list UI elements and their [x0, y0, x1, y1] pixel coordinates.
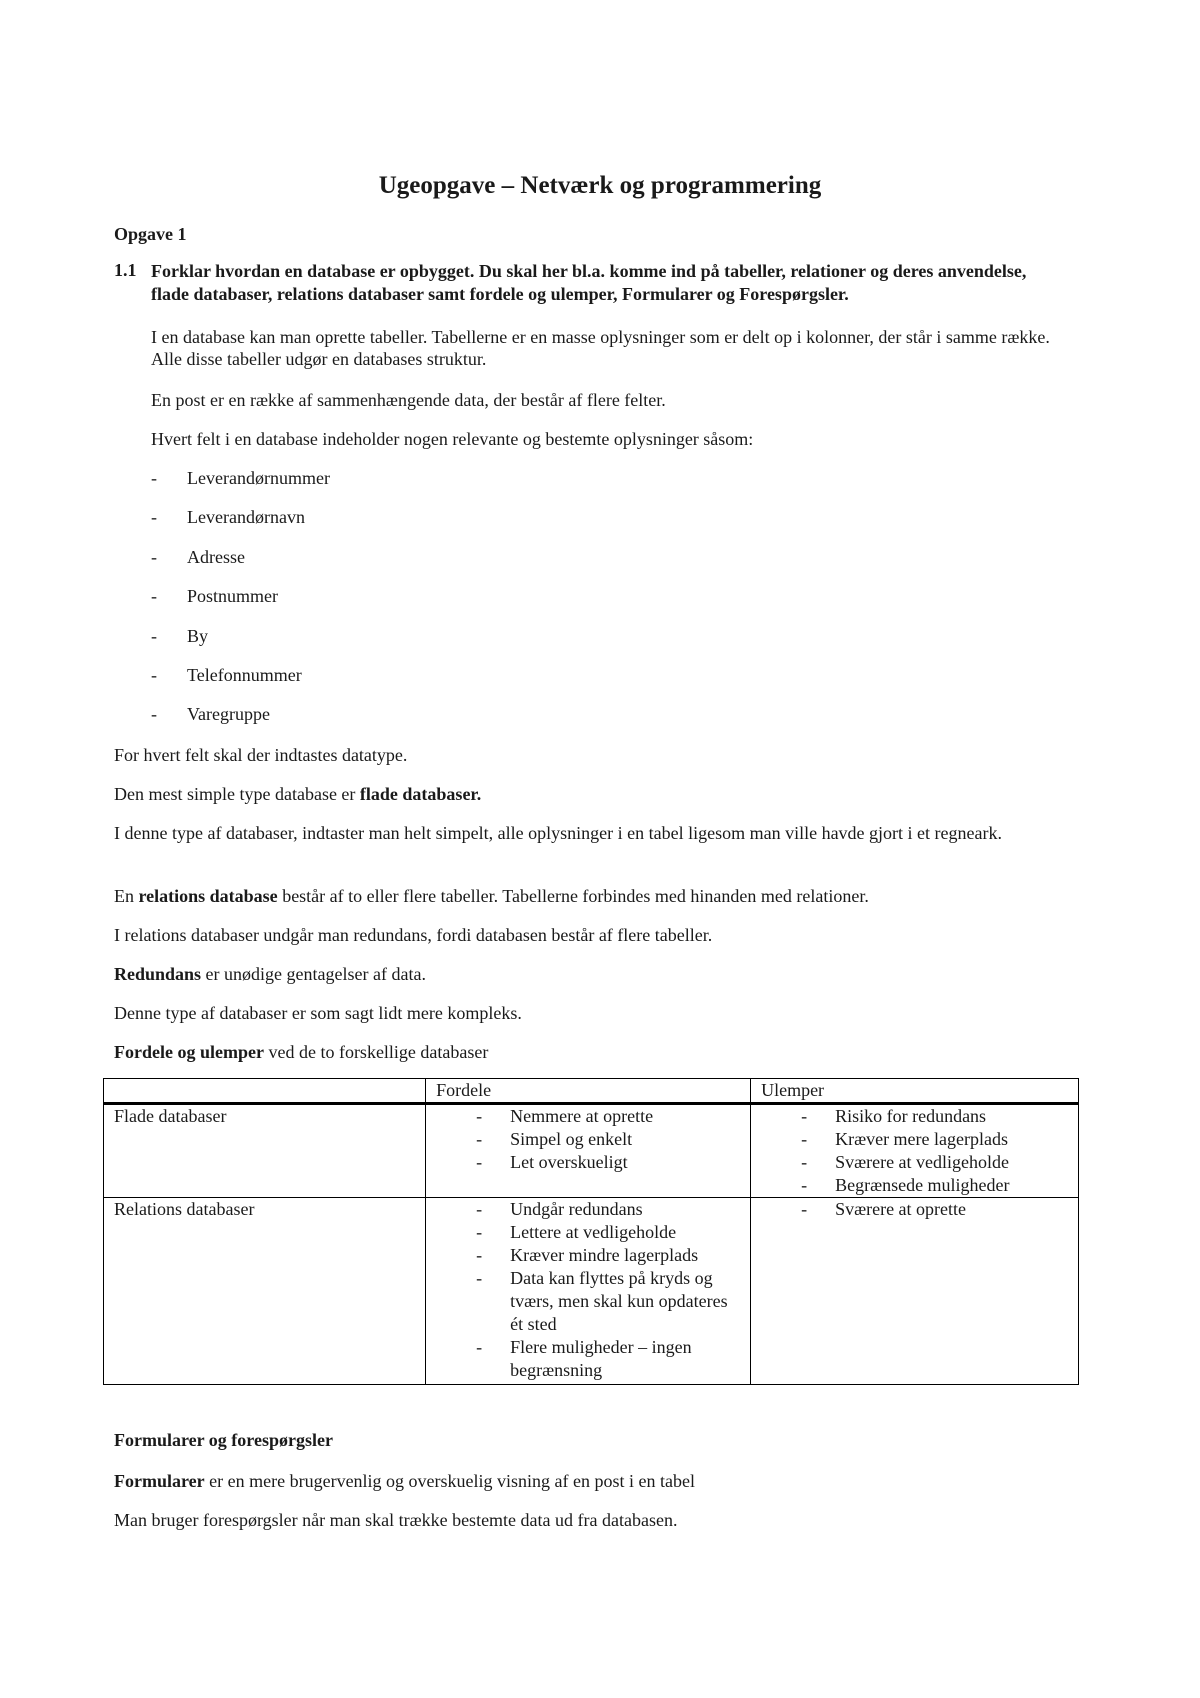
list-item: - Kræver mindre lagerplads: [476, 1244, 740, 1267]
bold-term: Redundans: [114, 964, 202, 984]
table-cell-ulemper: [751, 1198, 1079, 1385]
question-number: 1.1: [114, 260, 137, 280]
list-item: Adresse: [187, 547, 245, 567]
subheading-forms-queries: Formularer og forespørgsler: [114, 1430, 333, 1450]
list-bullet: -: [151, 626, 157, 646]
table-cell-fordele: [426, 1104, 751, 1198]
list-bullet: -: [151, 665, 157, 685]
paragraph-flat-desc: I denne type af databaser, indtaster man helt simpelt, alle oplysninger i en tabel ligesom man ville havde gjort i et regneark.: [114, 823, 1002, 843]
list-item: - Kræver mere lagerplads: [801, 1128, 1068, 1151]
paragraph-redundancy-avoid: I relations databaser undgår man redundans, fordi databasen består af flere tabeller.: [114, 925, 713, 945]
bold-term: flade databaser.: [359, 784, 482, 804]
paragraph-forms: [114, 1470, 1074, 1492]
text-run: er en mere brugervenlig og overskuelig visning af en post i en tabel: [204, 1471, 695, 1491]
paragraph-datatype: For hvert felt skal der indtastes datatype.: [114, 745, 408, 765]
bold-term: Formularer: [114, 1471, 205, 1491]
table-cell-ulemper: [751, 1104, 1079, 1198]
list-item: Varegruppe: [187, 704, 270, 724]
list-item: Postnummer: [187, 586, 279, 606]
table-header-cell: [104, 1079, 426, 1104]
list-item: - Nemmere at oprette: [476, 1105, 740, 1128]
list-item: - Let overskueligt: [476, 1151, 740, 1174]
paragraph-pros-cons-intro: [114, 1041, 1074, 1063]
list-bullet: -: [151, 547, 157, 567]
list-item: - Undgår redundans: [476, 1198, 740, 1221]
text-run: En: [114, 886, 139, 906]
list-item: Leverandørnavn: [187, 507, 305, 527]
bold-term: relations database: [138, 886, 278, 906]
list-item: - Risiko for redundans: [801, 1105, 1068, 1128]
table-row: [104, 1104, 1079, 1198]
question-text: Forklar hvordan en database er opbygget. Du skal her bl.a. komme ind på tabeller, relationer og deres anvendelse, flade databaser, relations databaser samt fordele og ulemper, Formularer og Forespørgsler.: [151, 261, 1027, 304]
list-item: - Flere muligheder – ingen begrænsning: [476, 1336, 740, 1382]
text-run: Den mest simple type database er: [114, 784, 360, 804]
list-item: Telefonnummer: [187, 665, 302, 685]
paragraph-flat-intro: [114, 783, 1064, 805]
document-title: Ugeopgave – Netværk og programmering: [378, 172, 822, 199]
table-header-row: [104, 1079, 1079, 1104]
paragraph-post: En post er en række af sammenhængende data, der består af flere felter.: [151, 390, 666, 410]
paragraph-relations: [114, 885, 1074, 907]
comparison-table: [103, 1078, 1079, 1385]
section-heading: Opgave 1: [114, 224, 187, 244]
table-cell-fordele: [426, 1198, 751, 1385]
paragraph-complex: Denne type af databaser er som sagt lidt mere kompleks.: [114, 1003, 522, 1023]
paragraph-redundancy-def: [114, 963, 1074, 985]
list-item: - Sværere at vedligeholde: [801, 1151, 1068, 1174]
list-bullet: -: [151, 586, 157, 606]
table-row-label: Flade databaser: [104, 1104, 426, 1198]
table-row: [104, 1198, 1079, 1385]
paragraph-queries: Man bruger forespørgsler når man skal trække bestemte data ud fra databasen.: [114, 1510, 678, 1530]
list-item: - Begrænsede muligheder: [801, 1174, 1068, 1197]
list-item: - Simpel og enkelt: [476, 1128, 740, 1151]
text-run: ved de to forskellige databaser: [263, 1042, 489, 1062]
table-header-cell: Fordele: [426, 1079, 751, 1104]
list-item: - Data kan flyttes på kryds og tværs, men skal kun opdateres ét sted: [476, 1267, 740, 1336]
paragraph-fields: Hvert felt i en database indeholder nogen relevante og bestemte oplysninger såsom:: [151, 429, 754, 449]
list-item: - Lettere at vedligeholde: [476, 1221, 740, 1244]
table-row-label: Relations databaser: [104, 1198, 426, 1385]
paragraph-tables: I en database kan man oprette tabeller. Tabellerne er en masse oplysninger som er delt op i kolonner, der står i samme række. Alle disse tabeller udgør en databases struktur.: [151, 327, 1050, 369]
text-run: er unødige gentagelser af data.: [201, 964, 426, 984]
list-item: By: [187, 626, 209, 646]
list-item: - Sværere at oprette: [801, 1198, 1068, 1221]
list-bullet: -: [151, 468, 157, 488]
list-item: Leverandørnummer: [187, 468, 330, 488]
text-run: består af to eller flere tabeller. Tabellerne forbindes med hinanden med relationer.: [277, 886, 869, 906]
list-bullet: -: [151, 507, 157, 527]
bold-term: Fordele og ulemper: [114, 1042, 264, 1062]
list-bullet: -: [151, 704, 157, 724]
table-header-cell: Ulemper: [751, 1079, 1079, 1104]
